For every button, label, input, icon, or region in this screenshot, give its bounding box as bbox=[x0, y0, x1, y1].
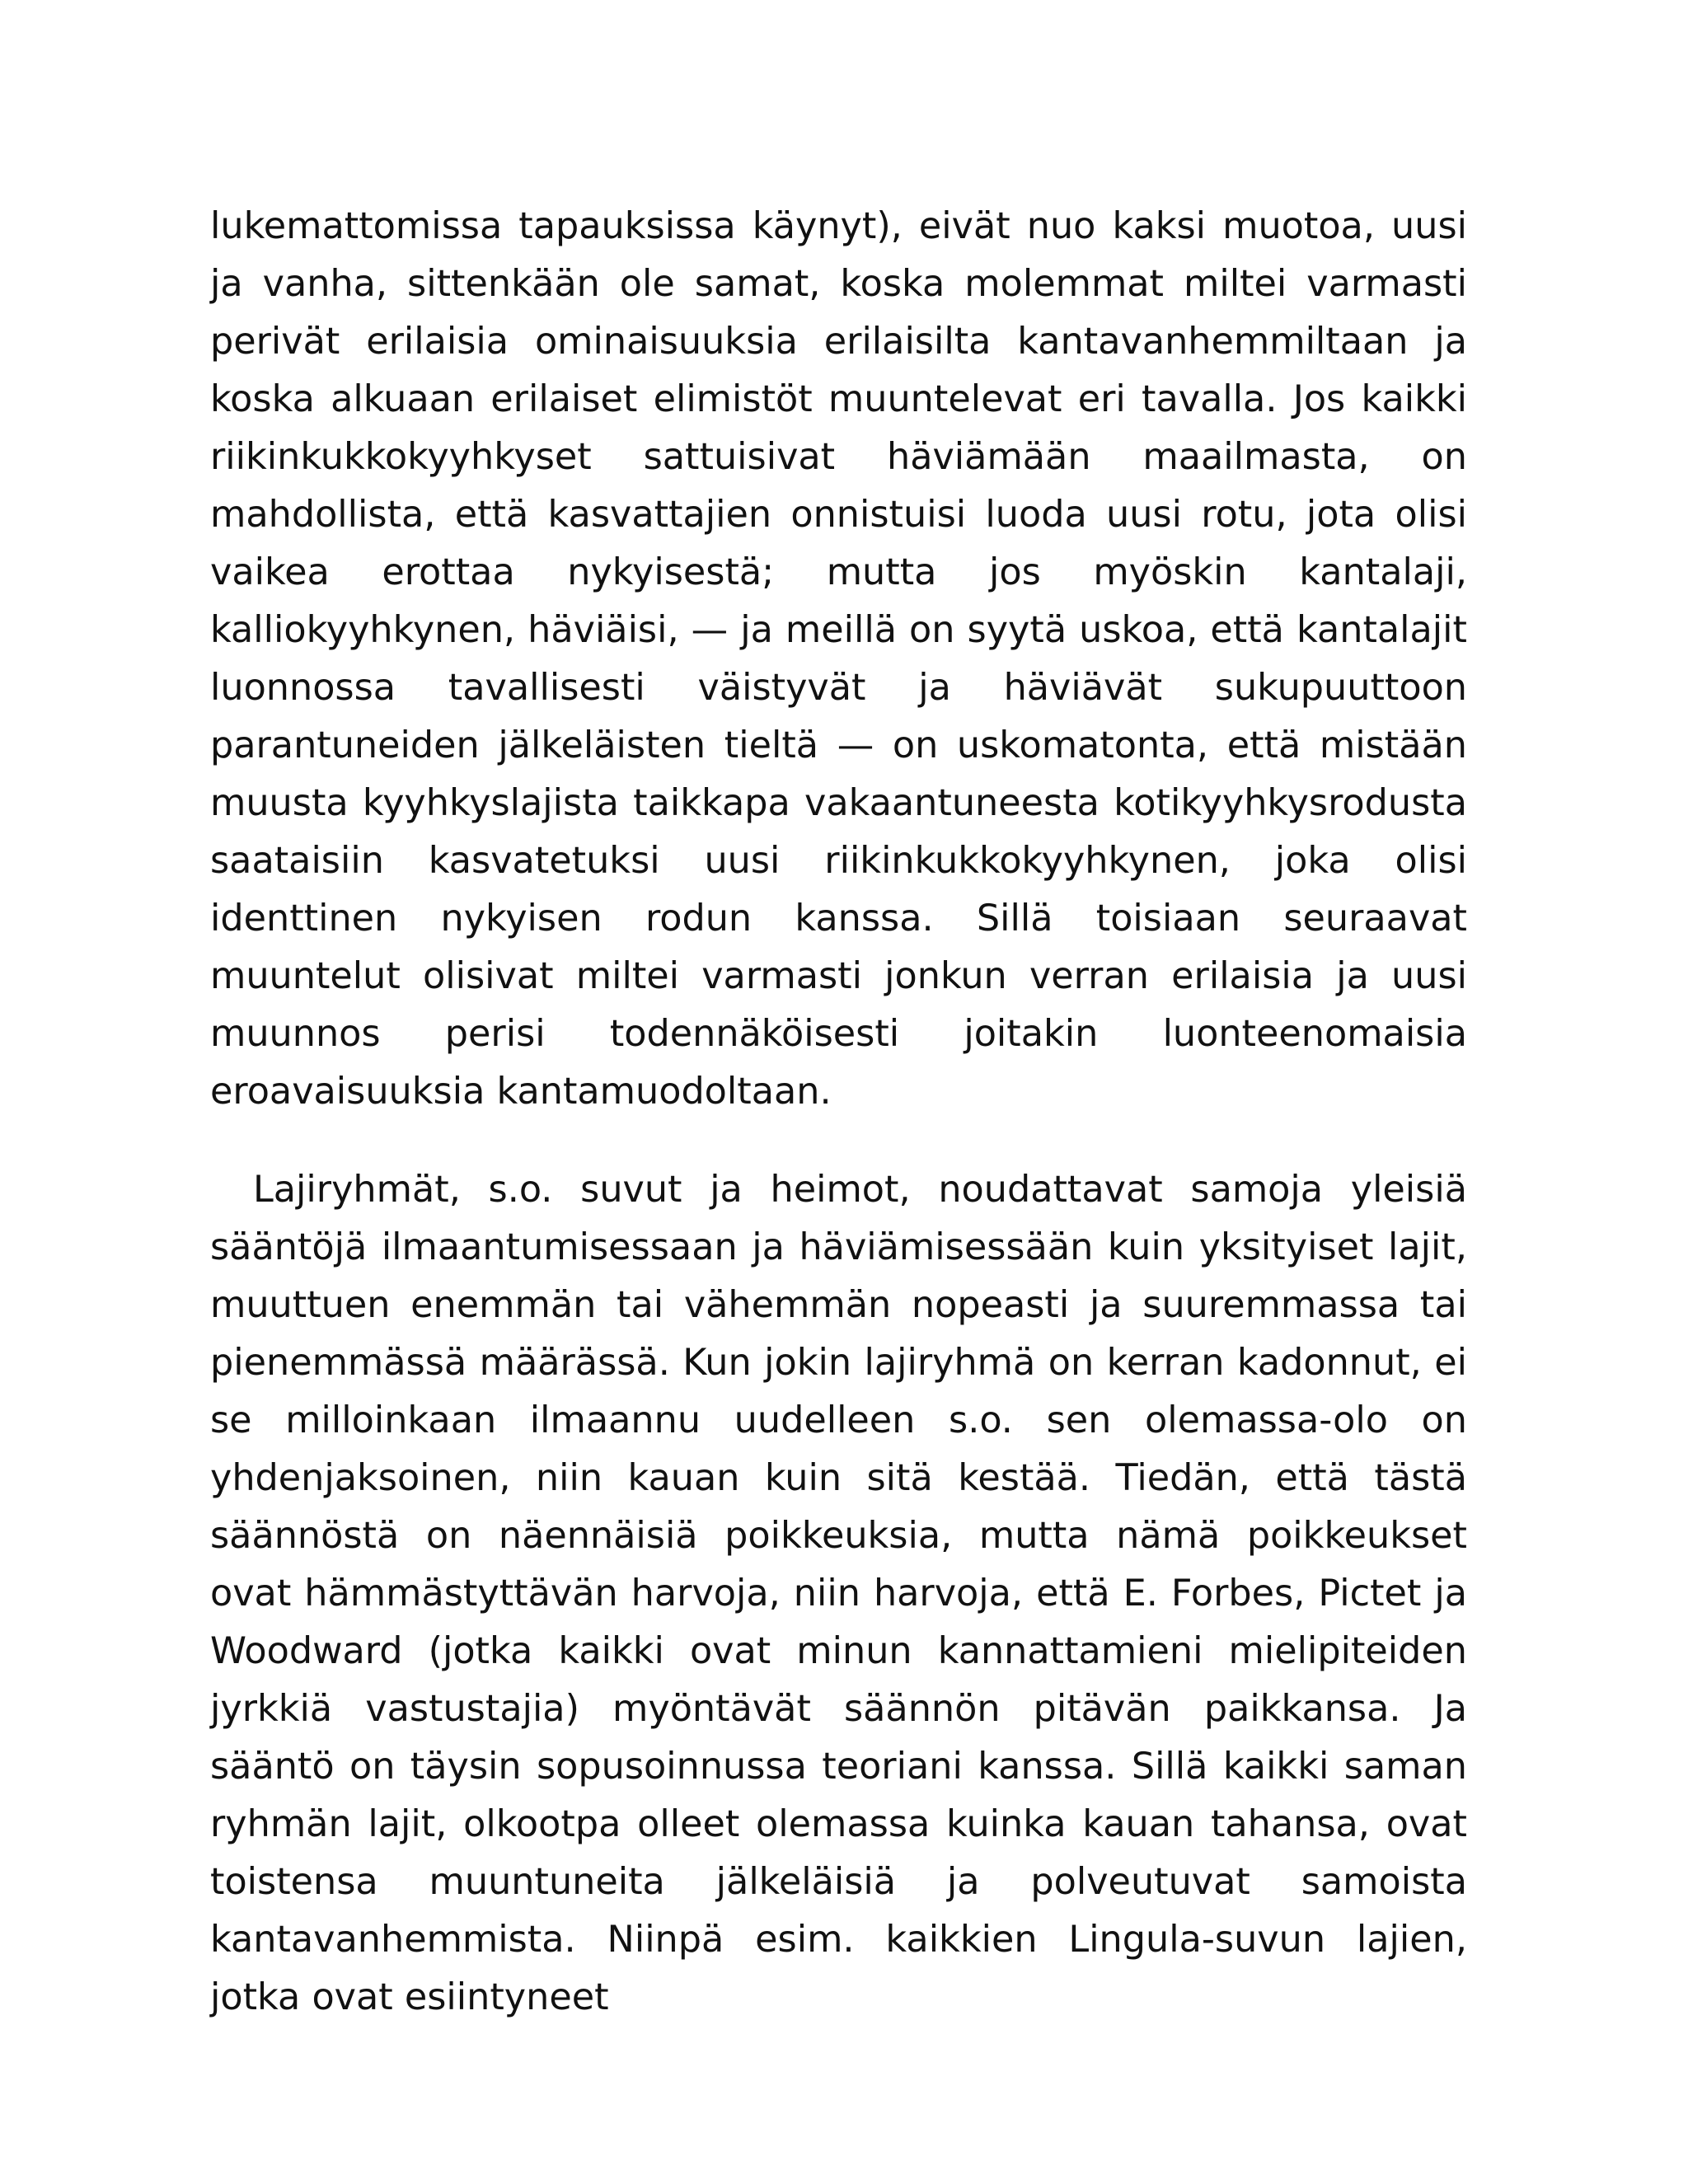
page-text-block bbox=[210, 198, 1467, 2027]
paragraph-lajiryhmat: Lajiryhmät, s.o. suvut ja heimot, noudattavat samoja yleisiä sääntöjä ilmaantumisessaan ja häviämisessään kuin yksityiset lajit, muuttuen enemmän tai vähemmän nopeasti ja suuremmassa tai pienemmässä määrässä. Kun jokin lajiryhmä on kerran kadonnut, ei se milloinkaan ilmaannu uudelleen s.o. sen olemassa-olo on yhdenjaksoinen, niin kauan kuin sitä kestää. Tiedän, että tästä säännöstä on näennäisiä poikkeuksia, mutta nämä poikkeukset ovat hämmästyttävän harvoja, niin harvoja, että E. Forbes, Pictet ja Woodward (jotka kaikki ovat minun kannattamieni mielipiteiden jyrkkiä vastustajia) myöntävät säännön pitävän paikkansa. Ja sääntö on täysin sopusoinnussa teoriani kanssa. Sillä kaikki saman ryhmän lajit, olkootpa olleet olemassa kuinka kauan tahansa, ovat toistensa muuntuneita jälkeläisiä ja polveutuvat samoista kantavanhemmista. Niinpä esim. kaikkien Lingula-suvun lajien, jotka ovat esiintyneet bbox=[210, 1169, 1467, 2018]
paragraph-continuation: lukemattomissa tapauksissa käynyt), eivät nuo kaksi muotoa, uusi ja vanha, sittenkään ole samat, koska molemmat miltei varmasti perivät erilaisia ominaisuuksia erilaisilta kantavanhemmiltaan ja koska alkuaan erilaiset elimistöt muuntelevat eri tavalla. Jos kaikki riikinkukkokyyhkyset sattuisivat häviämään maailmasta, on mahdollista, että kasvattajien onnistuisi luoda uusi rotu, jota olisi vaikea erottaa nykyisestä; mutta jos myöskin kantalaji, kalliokyyhkynen, häviäisi, — ja meillä on syytä uskoa, että kantalajit luonnossa tavallisesti väistyvät ja häviävät sukupuuttoon parantuneiden jälkeläisten tieltä — on uskomatonta, että mistään muusta kyyhkyslajista taikkapa vakaantuneesta kotikyyhkysrodusta saataisiin kasvatetuksi uusi riikinkukkokyyhkynen, joka olisi identtinen nykyisen rodun kanssa. Sillä toisiaan seuraavat muuntelut olisivat miltei varmasti jonkun verran erilaisia ja uusi muunnos perisi todennäköisesti joitakin luonteenomaisia eroavaisuuksia kantamuodoltaan. bbox=[210, 205, 1467, 1113]
